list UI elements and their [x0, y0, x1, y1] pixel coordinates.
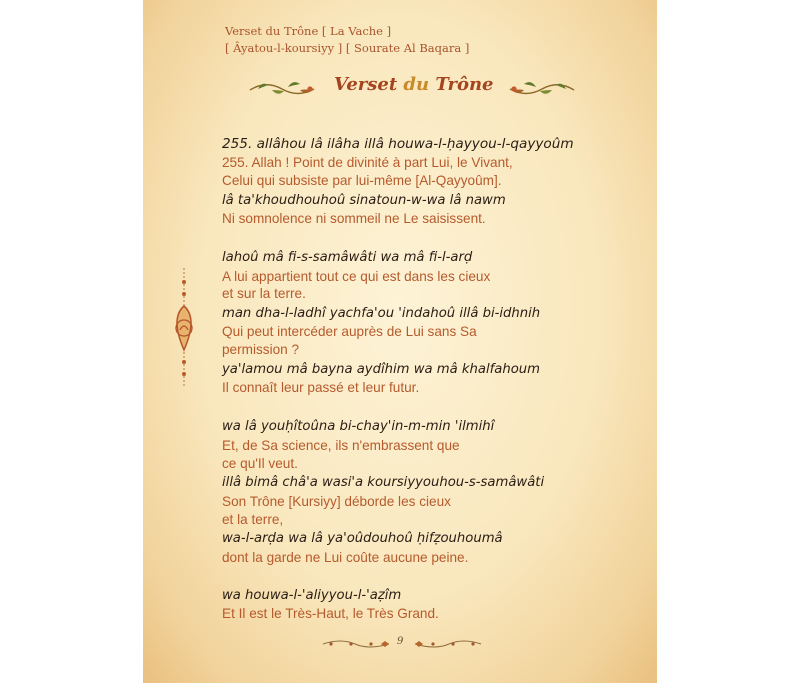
- title-row: [143, 72, 657, 106]
- book-page: [143, 0, 657, 683]
- verse-translation-1b: Celui qui subsiste par lui-même [Al-Qayyoûm].: [222, 173, 502, 188]
- verse-translation-6a: Et, de Sa science, ils n'embrassent que: [222, 438, 460, 453]
- verse-translation-7a: Son Trône [Kursiyy] déborde les cieux: [222, 494, 451, 509]
- title-part2: du: [403, 74, 436, 95]
- page-number: 9: [397, 636, 404, 647]
- verse-translation-8a: dont la garde ne Lui coûte aucune peine.: [222, 550, 469, 565]
- floral-divider-ornament-left-icon: [321, 638, 391, 650]
- verse-translation-6b: ce qu'Il veut.: [222, 456, 298, 471]
- verse-translation-1a: 255. Allah ! Point de divinité à part Lui, le Vivant,: [222, 155, 513, 170]
- title-part3: Trône: [435, 74, 494, 95]
- verse-translation-2a: Ni somnolence ni sommeil ne Le saisissent.: [222, 211, 486, 226]
- page-footer: [143, 634, 657, 654]
- floral-divider-ornament-right-icon: [413, 638, 483, 650]
- verse-translit-7: illâ bimâ châ'a wasi'a koursiyyouhou-s-samâwâti: [222, 475, 545, 490]
- verse-translit-5: ya'lamou mâ bayna aydîhim wa mâ khalfahoum: [222, 362, 540, 377]
- verse-translit-9: wa houwa-l-'aliyyou-l-'aẓîm: [222, 588, 402, 603]
- verse-translation-9a: Et Il est le Très-Haut, le Très Grand.: [222, 606, 439, 621]
- verse-translation-4b: permission ?: [222, 342, 300, 357]
- verse-translation-4a: Qui peut intercéder auprès de Lui sans Sa: [222, 324, 477, 339]
- running-header-line1: Verset du Trône [ La Vache ]: [225, 24, 392, 38]
- verse-translit-6: wa lâ youḥîtoûna bi-chay'in-m-min 'ilmihî: [222, 419, 495, 434]
- verse-translit-2: lâ ta'khoudhouhoû sinatoun-w-wa lâ nawm: [222, 193, 506, 208]
- running-header-line2: [ Âyatou-l-koursiyy ] [ Sourate Al Baqara ]: [225, 41, 470, 55]
- verse-translit-4: man dha-l-ladhî yachfa'ou 'indahoû illâ bi-idhnih: [222, 306, 541, 321]
- title-part1: Verset: [334, 74, 404, 95]
- verse-translit-1: 255. allâhou lâ ilâha illâ houwa-l-ḥayyou-l-qayyoûm: [222, 136, 574, 152]
- verse-translation-5a: Il connaît leur passé et leur futur.: [222, 380, 420, 395]
- verse-translation-3b: et sur la terre.: [222, 286, 306, 301]
- verse-translit-8: wa-l-arḍa wa lâ ya'oûdouhoû ḥifẓouhoumâ: [222, 531, 503, 546]
- verse-translation-3a: A lui appartient tout ce qui est dans les cieux: [222, 269, 491, 284]
- floral-vine-ornament-left-icon: [248, 78, 316, 100]
- verse-translit-3: lahoû mâ fi-s-samâwâti wa mâ fi-l-arḍ: [222, 250, 473, 265]
- arabesque-medallion-icon: [169, 268, 199, 388]
- verse-translation-7b: et la terre,: [222, 512, 284, 527]
- page-title: [334, 74, 494, 95]
- floral-vine-ornament-right-icon: [508, 78, 576, 100]
